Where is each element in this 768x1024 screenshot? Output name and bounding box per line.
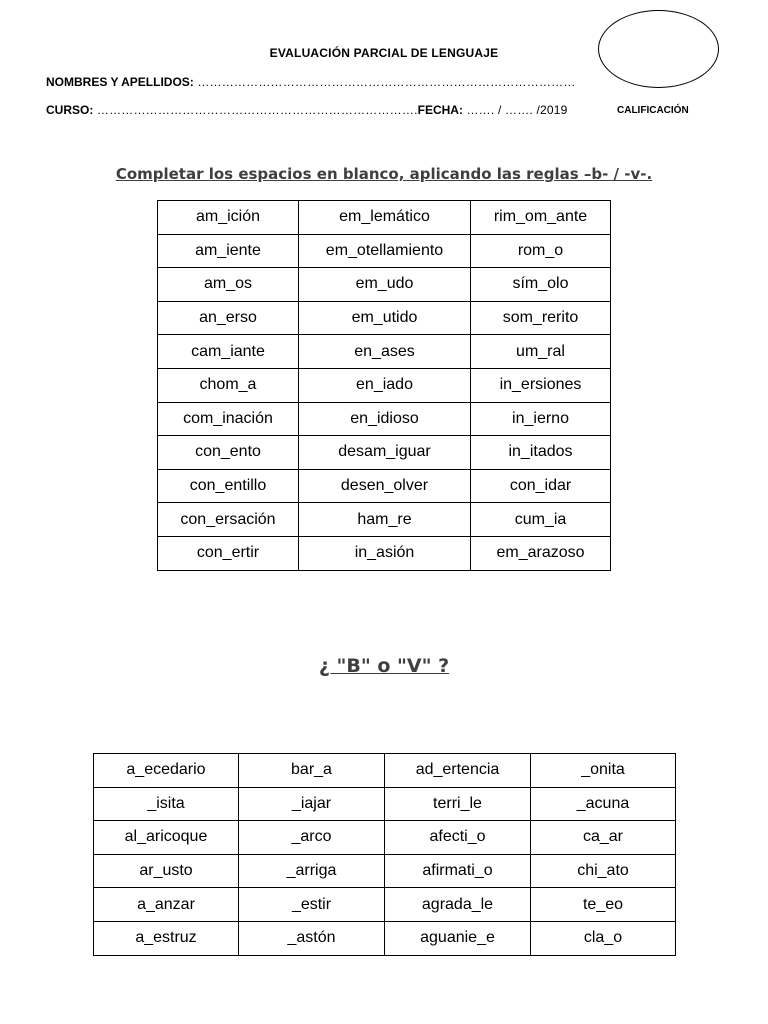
word-cell: _acuna — [531, 787, 676, 821]
word-cell: ca_ar — [531, 821, 676, 855]
word-cell: terri_le — [385, 787, 531, 821]
word-cell: a_anzar — [94, 888, 239, 922]
word-cell: em_lemático — [299, 201, 471, 235]
word-cell: desen_olver — [299, 469, 471, 503]
date-label: FECHA: — [417, 103, 463, 117]
word-cell: con_entillo — [158, 469, 299, 503]
word-cell: _iajar — [239, 787, 385, 821]
word-cell: sím_olo — [471, 268, 611, 302]
word-cell: ad_ertencia — [385, 754, 531, 788]
word-cell: afecti_o — [385, 821, 531, 855]
table-row — [94, 888, 676, 922]
word-cell: in_itados — [471, 436, 611, 470]
table2-body — [94, 754, 676, 956]
table-row — [158, 268, 611, 302]
table-row — [158, 536, 611, 570]
word-cell: cum_ia — [471, 503, 611, 537]
word-cell: in_ierno — [471, 402, 611, 436]
word-cell: an_erso — [158, 301, 299, 335]
word-cell: en_ases — [299, 335, 471, 369]
table-row — [158, 234, 611, 268]
word-cell: ar_usto — [94, 854, 239, 888]
word-cell: aguanie_e — [385, 921, 531, 955]
instructions: Completar los espacios en blanco, aplicando las reglas –b- / -v-. — [115, 165, 653, 183]
names-label: NOMBRES Y APELLIDOS: — [46, 75, 194, 89]
word-cell: _onita — [531, 754, 676, 788]
word-cell: cam_iante — [158, 335, 299, 369]
names-line — [46, 75, 576, 89]
table-row — [158, 402, 611, 436]
word-cell: um_ral — [471, 335, 611, 369]
table-row — [158, 503, 611, 537]
word-cell: _arco — [239, 821, 385, 855]
b-v-words-table — [157, 200, 611, 571]
word-cell: desam_iguar — [299, 436, 471, 470]
table-row — [158, 335, 611, 369]
table-row — [94, 754, 676, 788]
evaluation-title: EVALUACIÓN PARCIAL DE LENGUAJE — [269, 46, 499, 60]
word-cell: em_otellamiento — [299, 234, 471, 268]
word-cell: en_iado — [299, 368, 471, 402]
table-row — [158, 469, 611, 503]
b-or-v-heading: ¿ "B" o "V" ? — [318, 655, 450, 677]
grade-label: CALIFICACIÓN — [617, 105, 689, 116]
word-cell: a_estruz — [94, 921, 239, 955]
table-row — [94, 854, 676, 888]
word-cell: _estir — [239, 888, 385, 922]
word-cell: agrada_le — [385, 888, 531, 922]
word-cell: rom_o — [471, 234, 611, 268]
word-cell: in_asión — [299, 536, 471, 570]
word-cell: am_iente — [158, 234, 299, 268]
names-blank: ………………………………………………………………………………… — [193, 75, 576, 89]
word-cell: en_idioso — [299, 402, 471, 436]
word-cell: am_os — [158, 268, 299, 302]
word-cell: em_utido — [299, 301, 471, 335]
date-blank: ……. / ……. /2019 — [462, 103, 568, 117]
word-cell: cla_o — [531, 921, 676, 955]
table1-body — [158, 201, 611, 571]
word-cell: in_ersiones — [471, 368, 611, 402]
word-cell: _arriga — [239, 854, 385, 888]
table-row — [158, 436, 611, 470]
word-cell: em_udo — [299, 268, 471, 302]
word-cell: al_aricoque — [94, 821, 239, 855]
word-cell: ham_re — [299, 503, 471, 537]
word-cell: am_ición — [158, 201, 299, 235]
word-cell: rim_om_ante — [471, 201, 611, 235]
word-cell: em_arazoso — [471, 536, 611, 570]
word-cell: con_idar — [471, 469, 611, 503]
table-row — [158, 368, 611, 402]
table-row — [158, 301, 611, 335]
word-cell: bar_a — [239, 754, 385, 788]
b-or-v-table — [93, 753, 676, 956]
word-cell: _isita — [94, 787, 239, 821]
word-cell: som_rerito — [471, 301, 611, 335]
table-row — [94, 821, 676, 855]
table-row — [94, 787, 676, 821]
table-row — [94, 921, 676, 955]
table-row — [158, 201, 611, 235]
word-cell: afirmati_o — [385, 854, 531, 888]
word-cell: con_ento — [158, 436, 299, 470]
word-cell: chom_a — [158, 368, 299, 402]
grade-oval — [598, 10, 719, 88]
word-cell: com_inación — [158, 402, 299, 436]
course-label: CURSO: — [46, 103, 94, 117]
word-cell: con_ersación — [158, 503, 299, 537]
word-cell: chi_ato — [531, 854, 676, 888]
word-cell: _astón — [239, 921, 385, 955]
course-blank: ……………………………………………………………………. — [93, 103, 418, 117]
word-cell: te_eo — [531, 888, 676, 922]
word-cell: a_ecedario — [94, 754, 239, 788]
course-line — [46, 103, 568, 117]
word-cell: con_ertir — [158, 536, 299, 570]
